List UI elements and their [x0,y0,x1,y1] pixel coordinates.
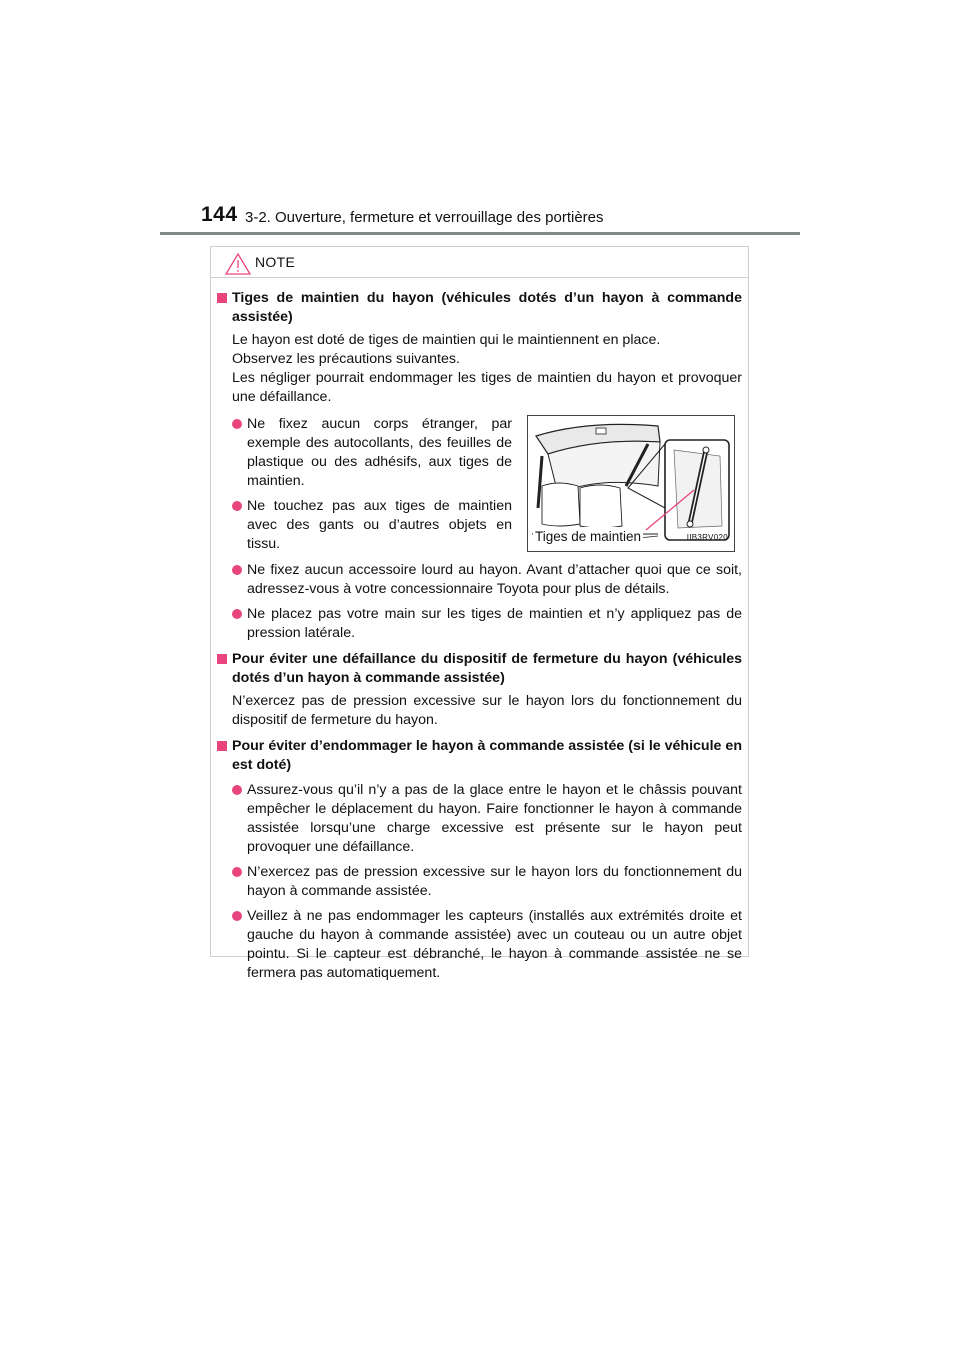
section-title: 3-2. Ouverture, fermeture et verrouillage des portières [245,209,604,226]
section-power-tailgate [214,737,742,983]
list-item: Assurez-vous qu’il n’y a pas de la glace entre le hayon et le châssis pouvant empêcher le déplacement du hayon. Faire fonctionner le hayon à commande assistée lorsqu’une charge excessive est présente sur le hayon peut provoquer une défaillance. [232,781,742,857]
tailgate-strut-illustration [527,415,735,552]
figure-row [232,415,742,555]
round-bullet-icon [232,565,242,575]
list-item: Ne touchez pas aux tiges de maintien avec des gants ou d’autres objets en tissu. [232,497,512,554]
round-bullet-icon [232,609,242,619]
figure-code: IIB3RV020 [686,533,728,542]
section-struts [214,289,742,643]
header-rule [160,232,800,235]
note-label: NOTE [255,254,296,270]
section-title-struts: Tiges de maintien du hayon (véhicules dotés d’un hayon à commande assistée) [232,290,742,325]
square-bullet-icon [217,293,227,303]
square-bullet-icon [217,741,227,751]
paragraph-line: Les négliger pourrait endommager les tiges de maintien du hayon et provoquer une défaillance. [232,370,742,405]
note-box [210,246,749,981]
section-title-power-tailgate: Pour éviter d’endommager le hayon à commande assistée (si le véhicule en est doté) [232,738,742,773]
round-bullet-icon [232,867,242,877]
paragraph-line: Observez les précautions suivantes. [232,351,460,367]
figure-bullets [232,415,512,554]
note-content [211,289,748,990]
paragraph [232,331,742,407]
paragraph-line: Le hayon est doté de tiges de maintien qui le maintiennent en place. [232,332,661,348]
list-item: Veillez à ne pas endommager les capteurs (installés aux extrémités droite et gauche du hayon à commande assistée) avec un couteau ou un autre objet pointu. Si le capteur est débranché, le hayon à commande assistée ne se fermera pas automatiquement. [232,907,742,983]
list-item: Ne placez pas votre main sur les tiges de maintien et n’y appliquez pas de pression latérale. [232,605,742,643]
round-bullet-icon [232,501,242,511]
paragraph: N’exercez pas de pression excessive sur le hayon lors du fonctionnement du dispositif de fermeture du hayon. [232,693,742,728]
list-item: Ne fixez aucun accessoire lourd au hayon. Avant d’attacher quoi que ce soit, adressez-vous à votre concessionnaire Toyota pour plus de détails. [232,561,742,599]
section-title-closer: Pour éviter une défaillance du dispositif de fermeture du hayon (véhicules dotés d’un hayon à commande assistée) [232,651,742,686]
figure-caption: Tiges de maintien [535,529,642,544]
round-bullet-icon [232,419,242,429]
round-bullet-icon [232,785,242,795]
note-header [211,247,748,278]
list-item: N’exercez pas de pression excessive sur le hayon lors du fonctionnement du hayon à commande assistée. [232,863,742,901]
square-bullet-icon [217,654,227,664]
section-closer [214,650,742,730]
warning-icon [225,253,251,275]
round-bullet-icon [232,911,242,921]
list-item: Ne fixez aucun corps étranger, par exemple des autocollants, des feuilles de plastique ou des adhésifs, aux tiges de maintien. [232,415,512,491]
page-number: 144 [201,203,238,226]
